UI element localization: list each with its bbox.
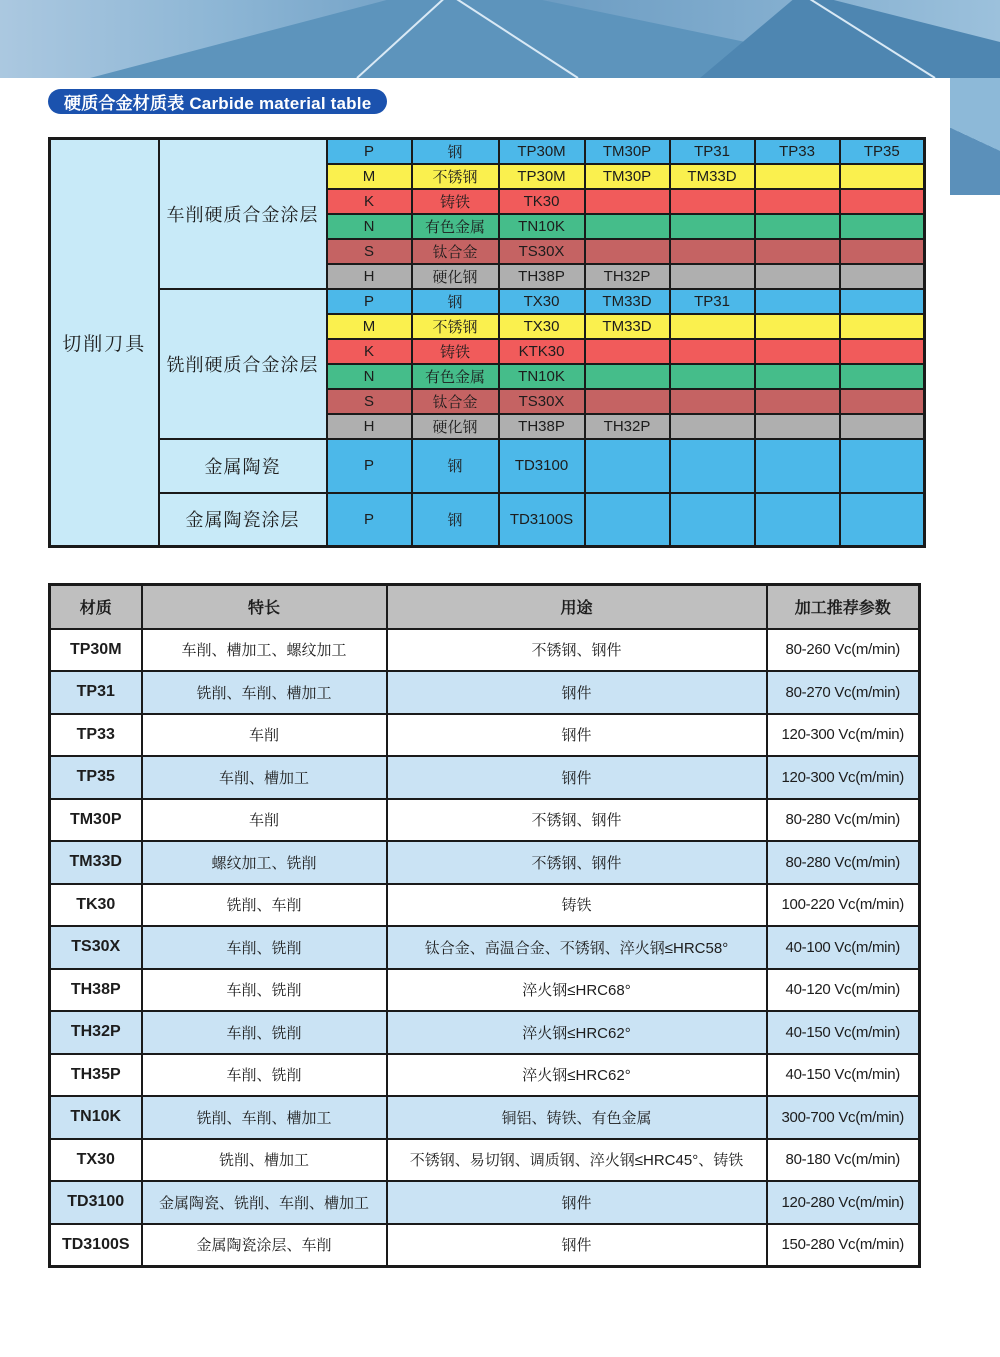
material-grade-cell: TH35P [50,1054,142,1097]
grade-cell [585,493,670,547]
materials-table-header: 用途 [387,585,767,629]
grade-cell [840,189,925,214]
material-params-cell: 80-280 Vc(m/min) [767,841,920,884]
grade-cell [585,214,670,239]
materials-table-header: 特长 [142,585,387,629]
material-row [50,1181,920,1224]
material-grade-cell: TD3100S [50,1224,142,1267]
grade-cell: TH38P [499,264,585,289]
workpiece-material-cell: 钢 [412,493,499,547]
material-features-cell: 铣削、车削、槽加工 [142,1096,387,1139]
grade-cell: TP35 [840,139,925,164]
material-row [50,1139,920,1182]
banner-decoration [0,0,1000,78]
material-row [50,969,920,1012]
material-params-cell: 150-280 Vc(m/min) [767,1224,920,1267]
grade-cell [670,239,755,264]
grade-cell: TM33D [585,289,670,314]
material-grade-cell: TK30 [50,884,142,927]
material-params-cell: 40-120 Vc(m/min) [767,969,920,1012]
iso-code-cell: P [327,289,412,314]
grade-cell [670,414,755,439]
iso-code-cell: H [327,414,412,439]
grade-cell [670,364,755,389]
grade-cell: TH32P [585,414,670,439]
material-usage-cell: 淬火钢≤HRC62° [387,1054,767,1097]
material-grade-cell: TM30P [50,799,142,842]
material-params-cell: 80-180 Vc(m/min) [767,1139,920,1182]
grade-cell: TP30M [499,139,585,164]
grade-cell: TX30 [499,289,585,314]
banner-corner-tab [950,78,1000,195]
iso-code-cell: S [327,389,412,414]
material-row [50,884,920,927]
iso-code-cell: P [327,493,412,547]
material-grade-cell: TP30M [50,629,142,672]
grade-cell [755,314,840,339]
grade-cell: TS30X [499,239,585,264]
material-usage-cell: 不锈钢、钢件 [387,629,767,672]
coating-section-label: 铣削硬质合金涂层 [159,289,327,439]
grade-cell [755,339,840,364]
grade-cell [755,289,840,314]
grade-cell: TP31 [670,139,755,164]
materials-detail-table-container [48,583,921,1268]
grade-cell [840,389,925,414]
material-row [50,926,920,969]
material-params-cell: 40-100 Vc(m/min) [767,926,920,969]
material-row [50,756,920,799]
grade-cell [840,289,925,314]
grade-cell [670,314,755,339]
grade-cell [840,364,925,389]
carbide-grade-table [48,137,926,548]
grade-cell: TN10K [499,214,585,239]
tool-category-cell: 切削刀具 [50,139,159,547]
iso-code-cell: H [327,264,412,289]
material-grade-cell: TH32P [50,1011,142,1054]
materials-table-header: 材质 [50,585,142,629]
grade-cell [840,439,925,493]
workpiece-material-cell: 不锈钢 [412,314,499,339]
grade-cell [585,389,670,414]
material-features-cell: 铣削、槽加工 [142,1139,387,1182]
material-usage-cell: 不锈钢、钢件 [387,841,767,884]
grade-cell [755,239,840,264]
carbide-grade-table-container [48,137,926,548]
material-params-cell: 120-300 Vc(m/min) [767,756,920,799]
material-features-cell: 车削、铣削 [142,969,387,1012]
material-usage-cell: 钛合金、高温合金、不锈钢、淬火钢≤HRC58° [387,926,767,969]
material-row [50,841,920,884]
grade-cell [755,164,840,189]
material-grade-cell: TP33 [50,714,142,757]
material-grade-cell: TH38P [50,969,142,1012]
material-row [50,1224,920,1267]
grade-cell [755,364,840,389]
workpiece-material-cell: 钢 [412,139,499,164]
grade-cell: KTK30 [499,339,585,364]
grade-cell [840,239,925,264]
coating-section-label: 金属陶瓷涂层 [159,493,327,547]
workpiece-material-cell: 铸铁 [412,189,499,214]
material-row [50,1011,920,1054]
grade-cell: TK30 [499,189,585,214]
material-row [50,799,920,842]
grade-cell [670,264,755,289]
grade-cell: TH38P [499,414,585,439]
grade-cell [755,493,840,547]
material-grade-cell: TS30X [50,926,142,969]
materials-detail-table [48,583,921,1268]
material-row [50,671,920,714]
page-title: 硬质合金材质表 Carbide material table [48,89,387,114]
grade-cell: TP30M [499,164,585,189]
coating-section-label: 车削硬质合金涂层 [159,139,327,289]
material-usage-cell: 不锈钢、易切钢、调质钢、淬火钢≤HRC45°、铸铁 [387,1139,767,1182]
grade-cell [840,314,925,339]
material-usage-cell: 铸铁 [387,884,767,927]
grade-cell: TM30P [585,139,670,164]
material-usage-cell: 钢件 [387,756,767,799]
grade-cell: TM33D [585,314,670,339]
workpiece-material-cell: 铸铁 [412,339,499,364]
material-params-cell: 120-300 Vc(m/min) [767,714,920,757]
grade-cell [840,214,925,239]
material-grade-cell: TP31 [50,671,142,714]
workpiece-material-cell: 有色金属 [412,364,499,389]
workpiece-material-cell: 钛合金 [412,389,499,414]
material-features-cell: 车削、铣削 [142,1054,387,1097]
material-params-cell: 80-280 Vc(m/min) [767,799,920,842]
material-features-cell: 车削 [142,714,387,757]
workpiece-material-cell: 钢 [412,289,499,314]
iso-code-cell: K [327,189,412,214]
iso-code-cell: M [327,164,412,189]
grade-cell [585,364,670,389]
material-params-cell: 40-150 Vc(m/min) [767,1011,920,1054]
iso-code-cell: M [327,314,412,339]
grade-cell [840,264,925,289]
grade-cell: TS30X [499,389,585,414]
material-features-cell: 铣削、车削、槽加工 [142,671,387,714]
grade-cell [755,214,840,239]
material-grade-cell: TP35 [50,756,142,799]
material-usage-cell: 淬火钢≤HRC68° [387,969,767,1012]
workpiece-material-cell: 钢 [412,439,499,493]
material-usage-cell: 钢件 [387,714,767,757]
workpiece-material-cell: 硬化钢 [412,264,499,289]
iso-code-cell: S [327,239,412,264]
material-params-cell: 80-260 Vc(m/min) [767,629,920,672]
material-params-cell: 120-280 Vc(m/min) [767,1181,920,1224]
material-grade-cell: TM33D [50,841,142,884]
material-grade-cell: TX30 [50,1139,142,1182]
material-grade-cell: TD3100 [50,1181,142,1224]
material-row [50,629,920,672]
grade-cell [755,389,840,414]
iso-code-cell: K [327,339,412,364]
material-row [50,1096,920,1139]
material-params-cell: 80-270 Vc(m/min) [767,671,920,714]
grade-cell [840,339,925,364]
material-params-cell: 300-700 Vc(m/min) [767,1096,920,1139]
workpiece-material-cell: 不锈钢 [412,164,499,189]
iso-code-cell: N [327,214,412,239]
grade-cell: TP31 [670,289,755,314]
grade-cell [585,239,670,264]
grade-cell [755,439,840,493]
grade-cell [670,493,755,547]
grade-cell [585,189,670,214]
material-params-cell: 100-220 Vc(m/min) [767,884,920,927]
material-features-cell: 螺纹加工、铣削 [142,841,387,884]
grade-cell [755,414,840,439]
grade-cell [670,389,755,414]
grade-cell: TM33D [670,164,755,189]
workpiece-material-cell: 硬化钢 [412,414,499,439]
material-params-cell: 40-150 Vc(m/min) [767,1054,920,1097]
grade-cell [585,439,670,493]
grade-cell [840,414,925,439]
grade-cell: TM30P [585,164,670,189]
material-features-cell: 车削、铣削 [142,926,387,969]
grade-cell [670,214,755,239]
material-usage-cell: 钢件 [387,1181,767,1224]
material-features-cell: 车削 [142,799,387,842]
grade-cell: TH32P [585,264,670,289]
material-features-cell: 车削、铣削 [142,1011,387,1054]
material-usage-cell: 淬火钢≤HRC62° [387,1011,767,1054]
workpiece-material-cell: 有色金属 [412,214,499,239]
grade-cell: TP33 [755,139,840,164]
grade-cell: TD3100S [499,493,585,547]
grade-cell [840,493,925,547]
material-row [50,714,920,757]
material-usage-cell: 钢件 [387,671,767,714]
iso-code-cell: P [327,439,412,493]
material-features-cell: 铣削、车削 [142,884,387,927]
grade-cell [670,189,755,214]
material-row [50,1054,920,1097]
workpiece-material-cell: 钛合金 [412,239,499,264]
materials-table-header: 加工推荐参数 [767,585,920,629]
grade-cell [755,189,840,214]
grade-cell [585,339,670,364]
grade-cell: TN10K [499,364,585,389]
iso-code-cell: P [327,139,412,164]
material-usage-cell: 钢件 [387,1224,767,1267]
material-usage-cell: 不锈钢、钢件 [387,799,767,842]
material-features-cell: 金属陶瓷、铣削、车削、槽加工 [142,1181,387,1224]
banner-mountains-graphic [0,0,1000,78]
material-features-cell: 车削、槽加工、螺纹加工 [142,629,387,672]
grade-cell [670,439,755,493]
material-features-cell: 车削、槽加工 [142,756,387,799]
coating-section-label: 金属陶瓷 [159,439,327,493]
grade-cell [840,164,925,189]
iso-code-cell: N [327,364,412,389]
material-grade-cell: TN10K [50,1096,142,1139]
grade-cell [755,264,840,289]
material-usage-cell: 铜铝、铸铁、有色金属 [387,1096,767,1139]
grade-cell: TD3100 [499,439,585,493]
material-features-cell: 金属陶瓷涂层、车削 [142,1224,387,1267]
grade-cell [670,339,755,364]
grade-cell: TX30 [499,314,585,339]
